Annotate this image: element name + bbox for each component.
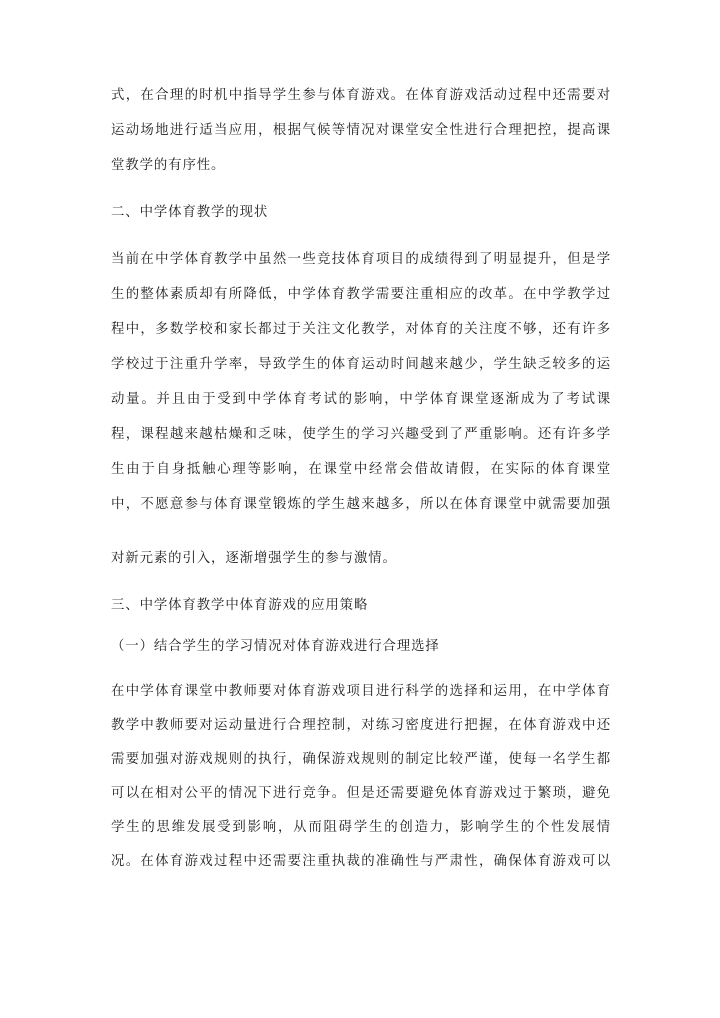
paragraph-line: 学校过于注重升学率，导致学生的体育运动时间越来越少，学生缺乏较多的运 — [111, 357, 611, 372]
paragraph-line: 程，课程越来越枯燥和乏味，使学生的学习兴趣受到了严重影响。还有许多学 — [111, 427, 611, 442]
paragraph-line: 生由于自身抵触心理等影响，在课堂中经常会借故请假，在实际的体育课堂 — [111, 462, 611, 477]
paragraph-line: 况。在体育游戏过程中还需要注重执裁的准确性与严肃性，确保体育游戏可以 — [111, 854, 611, 869]
paragraph-line: 学生的思维发展受到影响，从而阻碍学生的创造力，影响学生的个性发展情 — [111, 820, 611, 835]
paragraph-line: 动量。并且由于受到中学体育考试的影响，中学体育课堂逐渐成为了考试课 — [111, 392, 611, 407]
subsection-heading: （一）结合学生的学习情况对体育游戏进行合理选择 — [111, 639, 440, 654]
paragraph-line: 需要加强对游戏规则的执行，确保游戏规则的制定比较严谨，使每一名学生都 — [111, 752, 611, 767]
paragraph-line: 运动场地进行适当应用，根据气候等情况对课堂安全性进行合理把控，提高课 — [111, 123, 611, 138]
paragraph-line: 可以在相对公平的情况下进行竞争。但是还需要避免体育游戏过于繁琐，避免 — [111, 786, 611, 801]
paragraph-line: 堂教学的有序性。 — [111, 158, 226, 173]
paragraph-line: 生的整体素质却有所降低，中学体育教学需要注重相应的改革。在中学教学过 — [111, 287, 611, 302]
section-heading: 三、中学体育教学中体育游戏的应用策略 — [111, 598, 369, 613]
paragraph-line: 在中学体育课堂中教师要对体育游戏项目进行科学的选择和运用，在中学体育 — [111, 684, 611, 699]
section-heading: 二、中学体育教学的现状 — [111, 205, 269, 220]
paragraph-line: 中，不愿意参与体育课堂锻炼的学生越来越多，所以在体育课堂中就需要加强 — [111, 497, 611, 512]
paragraph-line: 式，在合理的时机中指导学生参与体育游戏。在体育游戏活动过程中还需要对 — [111, 88, 611, 103]
paragraph-line: 对新元素的引入，逐渐增强学生的参与激情。 — [111, 551, 397, 566]
paragraph-line: 教学中教师要对运动量进行合理控制，对练习密度进行把握，在体育游戏中还 — [111, 718, 611, 733]
paragraph-line: 程中，多数学校和家长都过于关注文化教学，对体育的关注度不够，还有许多 — [111, 322, 611, 337]
paragraph-line: 当前在中学体育教学中虽然一些竞技体育项目的成绩得到了明显提升，但是学 — [111, 252, 611, 267]
